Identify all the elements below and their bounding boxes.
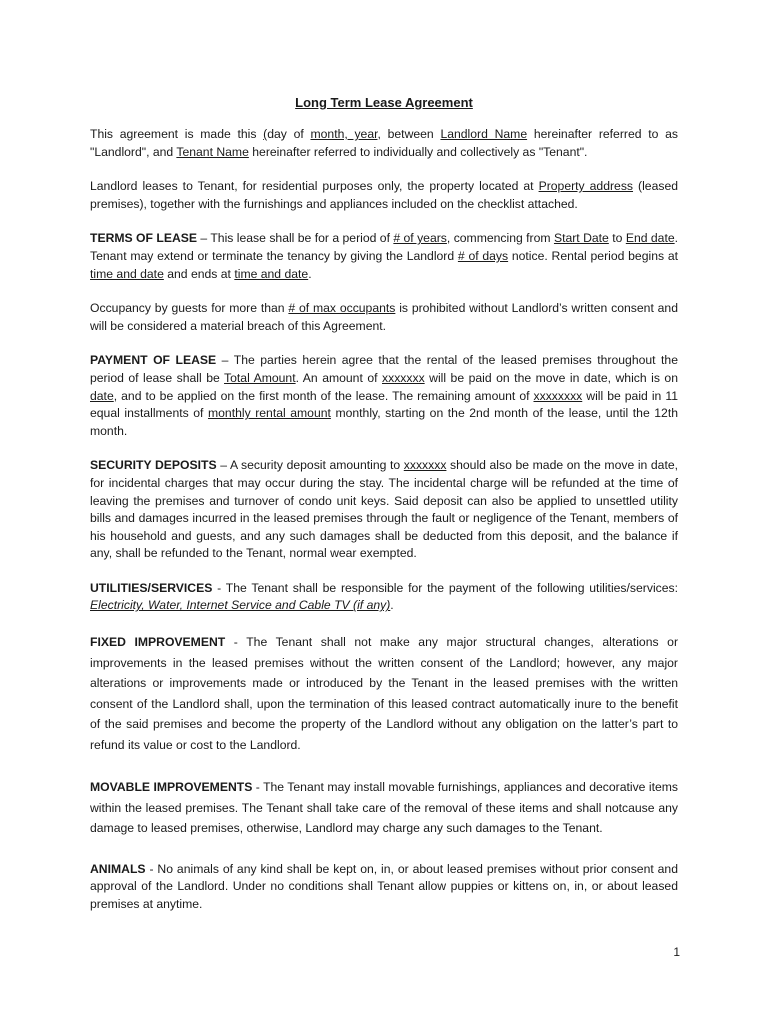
begin-time-date-field: time and date <box>90 266 164 281</box>
end-time-date-field: time and date <box>234 266 309 281</box>
security-deposits-heading: SECURITY DEPOSITS <box>90 458 217 473</box>
agreement-intro-paragraph: This agreement is made this (day of month, year, between Landlord Name hereinafter referred to as "Landlord", and Tenant Name hereinafter referred to individually and collectively as "Tenant". <box>90 127 678 159</box>
fixed-improvement-paragraph: FIXED IMPROVEMENT - The Tenant shall not make any major structural changes, alterations or improvements in the leased premises without the written consent of the Landlord; however, any major alterations or improvements made or introduced by the Tenant in the leased premises with the written consent of the Landlord shall, upon the termination of this leased contract automatically inure to the benefit of the said premises and become the property of the Landlord without any obligation on the latter’s part to refund its value or cost to the Landlord. <box>90 635 678 752</box>
property-address-field: Property address <box>538 179 634 194</box>
utilities-paragraph: UTILITIES/SERVICES - The Tenant shall be responsible for the payment of the following utilities/services: Electricity, Water, Internet Service and Cable TV (if any). <box>90 580 678 613</box>
total-amount-field: Total Amount <box>224 370 296 385</box>
page-number: 1 <box>673 945 680 959</box>
premises-paragraph: Landlord leases to Tenant, for residential purposes only, the property located at Property address (leased premises), together with the furnishings and appliances included on the checklist attached. <box>90 179 678 211</box>
page-title: Long Term Lease Agreement <box>295 95 473 110</box>
occupancy-paragraph: Occupancy by guests for more than # of max occupants is prohibited without Landlord’s written consent and will be considered a material breach of this Agreement. <box>90 301 678 333</box>
terms-of-lease-paragraph: TERMS OF LEASE – This lease shall be for a period of # of years, commencing from Start Date to End date. Tenant may extend or terminate the tenancy by giving the Landlord # of days notice. Rental period begins at time and date and ends at time and date. <box>90 231 679 281</box>
security-deposits-paragraph: SECURITY DEPOSITS – A security deposit amounting to xxxxxxx should also be made on the move in date, for incidental charges that may occur during the stay. The incidental charge will be refunded at the time of leaving the premises and turnover of condo unit keys. Said deposit can also be applied to unsettled utility bills and damages incurred in the leased premises through the fault or negligence of the Tenant, members of his household and guests, and any such damages shall be deducted from this deposit, and the balance if any, shall be refunded to the Tenant, normal wear exempted. <box>90 458 679 561</box>
month-year-field: month, year <box>310 127 378 141</box>
move-in-amount-field: xxxxxxx <box>382 370 425 385</box>
animals-heading: ANIMALS <box>90 861 146 876</box>
max-occupants-field: # of max occupants <box>288 301 396 316</box>
monthly-rental-field: monthly rental amount <box>207 406 331 421</box>
movable-improvements-paragraph: MOVABLE IMPROVEMENTS - The Tenant may install movable furnishings, appliances and decorative items within the leased premises. The Tenant shall take care of the removal of these items and shall notcause any damage to leased premises, otherwise, Landlord may charge any such damages to the Tenant. <box>90 780 679 836</box>
notice-days-field: # of days <box>457 248 509 263</box>
tenant-name-field: Tenant Name <box>176 144 249 159</box>
movable-improvements-heading: MOVABLE IMPROVEMENTS <box>90 780 253 795</box>
end-date-field: End date <box>625 231 675 246</box>
payment-of-lease-paragraph: PAYMENT OF LEASE – The parties herein agree that the rental of the leased premises throughout the period of lease shall be Total Amount. An amount of xxxxxxx will be paid on the move in date, which is on date, and to be applied on the first month of the lease. The remaining amount of xxxxxxxx will be paid in 11 equal installments of monthly rental amount monthly, starting on the 2nd month of the lease, until the 12th month. <box>90 353 678 438</box>
move-in-date-field: date <box>90 388 114 403</box>
remaining-amount-field: xxxxxxxx <box>533 388 583 403</box>
day-field: ( <box>263 127 268 141</box>
utilities-heading: UTILITIES/SERVICES <box>90 580 213 595</box>
landlord-name-field: Landlord Name <box>440 127 528 141</box>
start-date-field: Start Date <box>553 231 609 246</box>
payment-of-lease-heading: PAYMENT OF LEASE <box>90 353 217 368</box>
fixed-improvement-heading: FIXED IMPROVEMENT <box>90 635 226 650</box>
terms-of-lease-heading: TERMS OF LEASE <box>90 231 198 246</box>
animals-paragraph: ANIMALS - No animals of any kind shall be kept on, in, or about leased premises without prior consent and approval of the Landlord. Under no conditions shall Tenant allow puppies or kittens on, in, or about leased premises at anytime. <box>90 861 678 911</box>
years-field: # of years <box>393 231 447 246</box>
utilities-list-field: Electricity, Water, Internet Service and Cable TV (if any) <box>90 598 391 613</box>
deposit-amount-field: xxxxxxx <box>403 458 447 473</box>
